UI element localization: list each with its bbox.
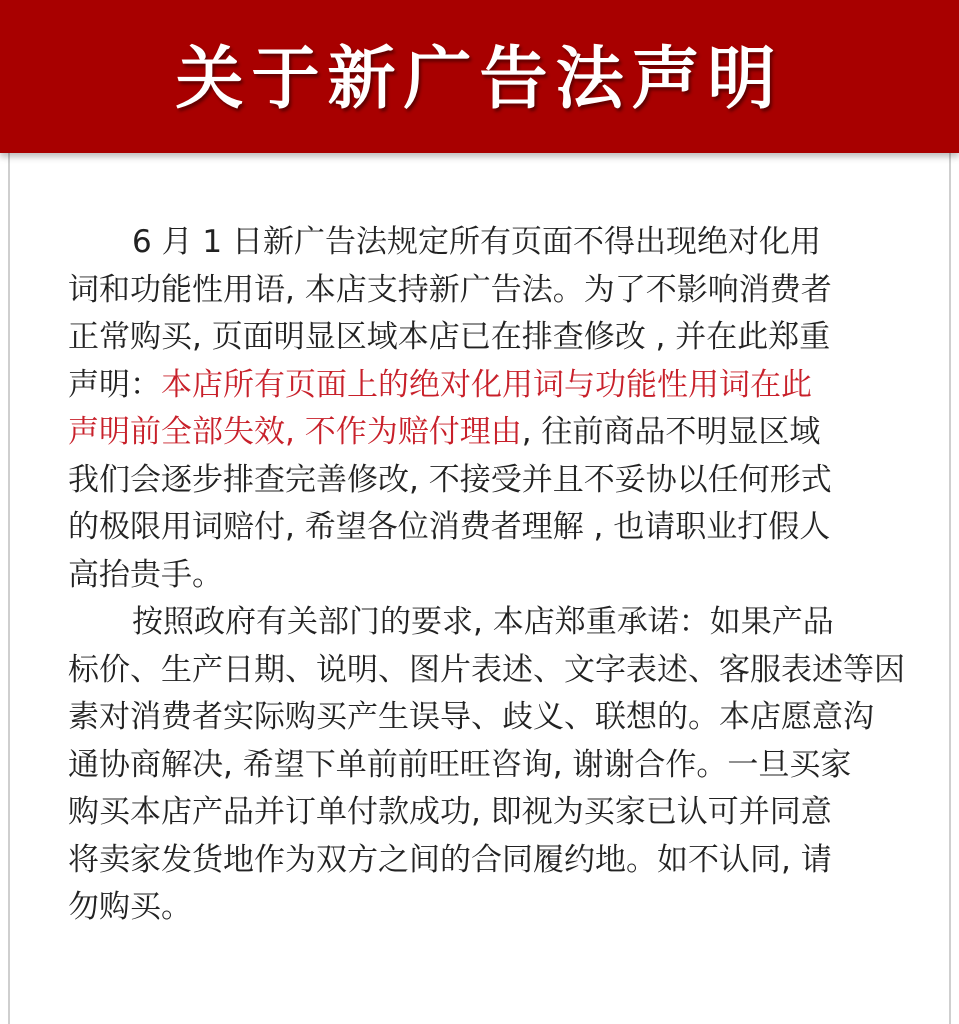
header-banner: [0, 0, 959, 153]
text-line: [68, 837, 898, 885]
page-title: 关于新广告法声明: [175, 40, 784, 119]
text-segment: 词和功能性用语, 本店支持新广告法。为了不影响消费者: [68, 271, 832, 308]
text-line: [68, 409, 898, 457]
text-segment: 高抬贵手。: [68, 556, 223, 593]
text-line: [68, 267, 898, 315]
text-segment: 按照政府有关部门的要求, 本店郑重承诺：如果产品: [132, 604, 834, 640]
text-segment: 勿购买。: [68, 889, 192, 925]
text-line: [68, 457, 898, 505]
paragraph: [68, 599, 905, 932]
text-line: [68, 694, 898, 742]
text-line: [68, 314, 898, 362]
text-line: [68, 552, 898, 600]
text-segment: 将卖家发货地作为双方之间的合同履约地。如不认同, 请: [68, 841, 832, 878]
text-line: [68, 362, 898, 410]
statement-body: [68, 219, 905, 932]
text-line: [68, 504, 898, 552]
highlighted-text: 本店所有页面上的绝对化用词与功能性用词在此: [161, 366, 812, 403]
text-segment: 标价、生产日期、说明、图片表述、文字表述、客服表述等因: [68, 651, 905, 688]
text-segment: 的极限用词赔付, 希望各位消费者理解 , 也请职业打假人: [68, 509, 831, 545]
text-line: [68, 219, 898, 267]
text-segment: 正常购买, 页面明显区域本店已在排查修改 , 并在此郑重: [68, 319, 831, 355]
text-segment: 6 月 1 日新广告法规定所有页面不得出现绝对化用: [132, 224, 822, 260]
text-line: [68, 647, 905, 695]
text-segment: 通协商解决, 希望下单前前旺旺咨询, 谢谢合作。一旦买家: [68, 746, 852, 783]
text-segment: 声明：: [68, 366, 161, 403]
text-line: [68, 884, 898, 932]
text-segment: 素对消费者实际购买产生误导、歧义、联想的。本店愿意沟: [68, 699, 874, 735]
text-segment: , 往前商品不明显区域: [521, 414, 821, 450]
paragraph: [68, 219, 898, 599]
highlighted-text: 声明前全部失效, 不作为赔付理由: [68, 414, 522, 450]
text-line: [68, 599, 898, 647]
text-segment: 我们会逐步排查完善修改, 不接受并且不妥协以任何形式: [68, 461, 832, 498]
text-line: [68, 789, 898, 837]
text-line: [68, 742, 898, 790]
text-segment: 购买本店产品并订单付款成功, 即视为买家已认可并同意: [68, 794, 832, 830]
